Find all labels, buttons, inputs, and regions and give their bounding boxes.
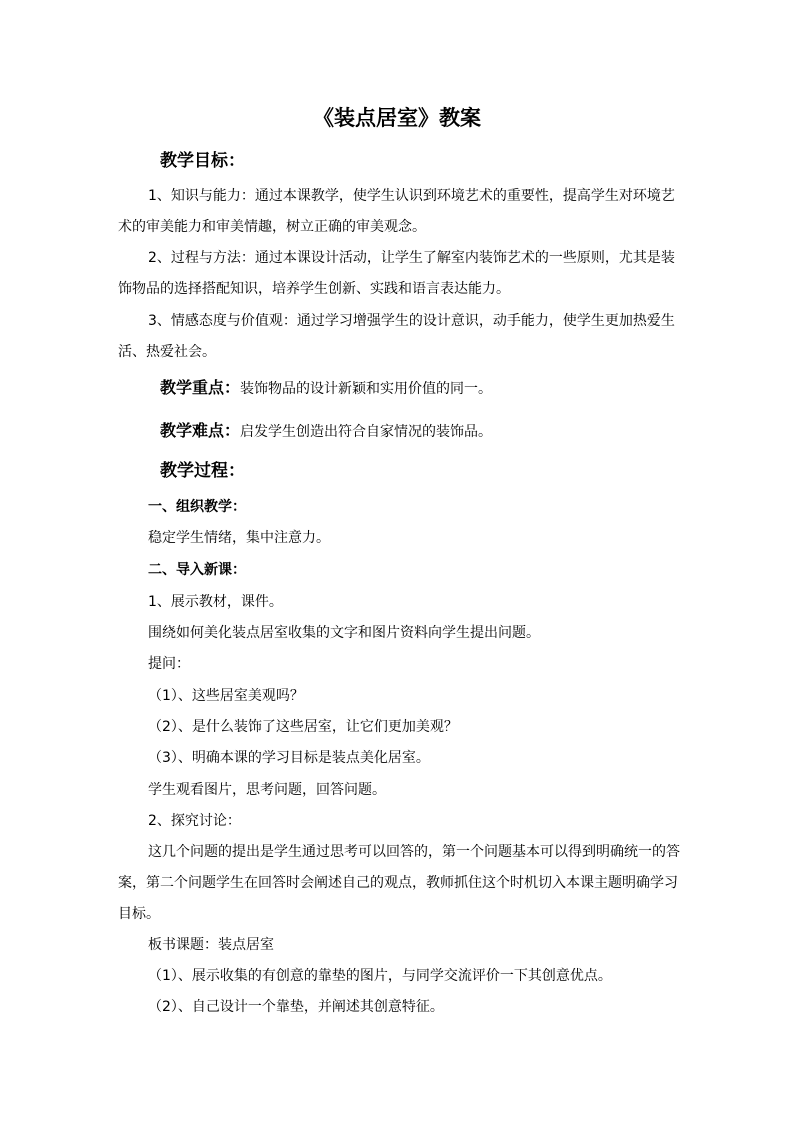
- section1-text: 稳定学生情绪，集中注意力。: [148, 530, 330, 546]
- discussion-line3: 目标。: [118, 906, 160, 922]
- objective-3-line1: 3、情感态度与价值观：通过学习增强学生的设计意识，动手能力，使学生更加热爱生: [148, 313, 675, 329]
- objective-3-line2: 活、热爱社会。: [118, 344, 216, 360]
- key-point-text: 装饰物品的设计新颖和实用价值的同一。: [240, 381, 493, 397]
- key-point-label: 教学重点：: [160, 378, 241, 397]
- board-title: 板书课题：装点居室: [148, 937, 274, 953]
- objective-1-line1: 1、知识与能力：通过本课教学，使学生认识到环境艺术的重要性，提高学生对环境艺: [148, 188, 675, 204]
- task-1: （1）、展示收集的有创意的靠垫的图片，与同学交流评价一下其创意优点。: [148, 968, 612, 984]
- task-2: （2）、自己设计一个靠垫，并阐述其创意特征。: [148, 999, 444, 1015]
- discussion-line1: 这几个问题的提出是学生通过思考可以回答的，第一个问题基本可以得到明确统一的答: [148, 844, 680, 860]
- section1-heading: 一、组织教学：: [148, 499, 246, 515]
- intro-text: 围绕如何美化装点居室收集的文字和图片资料向学生提出问题。: [148, 625, 540, 641]
- ask-label: 提问：: [148, 656, 190, 672]
- question-3: （3）、明确本课的学习目标是装点美化居室。: [148, 750, 430, 766]
- section2-heading: 二、导入新课：: [148, 562, 246, 578]
- difficulty-row: [160, 421, 492, 442]
- observe-text: 学生观看图片，思考问题，回答问题。: [148, 782, 386, 798]
- discussion-line2: 案，第二个问题学生在回答时会阐述自己的观点，教师抓住这个时机切入本课主题明确学习: [118, 875, 678, 891]
- process-heading: 教学过程：: [160, 461, 245, 481]
- key-point-row: [160, 378, 492, 399]
- objectives-heading: 教学目标：: [160, 151, 245, 171]
- question-2: （2）、是什么装饰了这些居室，让它们更加美观？: [148, 719, 458, 735]
- objective-1-line2: 术的审美能力和审美情趣，树立正确的审美观念。: [118, 219, 426, 235]
- difficulty-text: 启发学生创造出符合自家情况的装饰品。: [240, 424, 493, 440]
- step1-text: 1、展示教材，课件。: [148, 594, 283, 610]
- objective-2-line2: 饰物品的选择搭配知识，培养学生创新、实践和语言表达能力。: [118, 281, 510, 297]
- objective-2-line1: 2、过程与方法：通过本课设计活动，让学生了解室内装饰艺术的一些原则，尤其是装: [148, 250, 675, 266]
- step2-text: 2、探究讨论：: [148, 813, 241, 829]
- page-title: 《装点居室》教案: [313, 105, 481, 130]
- difficulty-label: 教学难点：: [160, 421, 241, 440]
- question-1: （1）、这些居室美观吗？: [148, 688, 304, 704]
